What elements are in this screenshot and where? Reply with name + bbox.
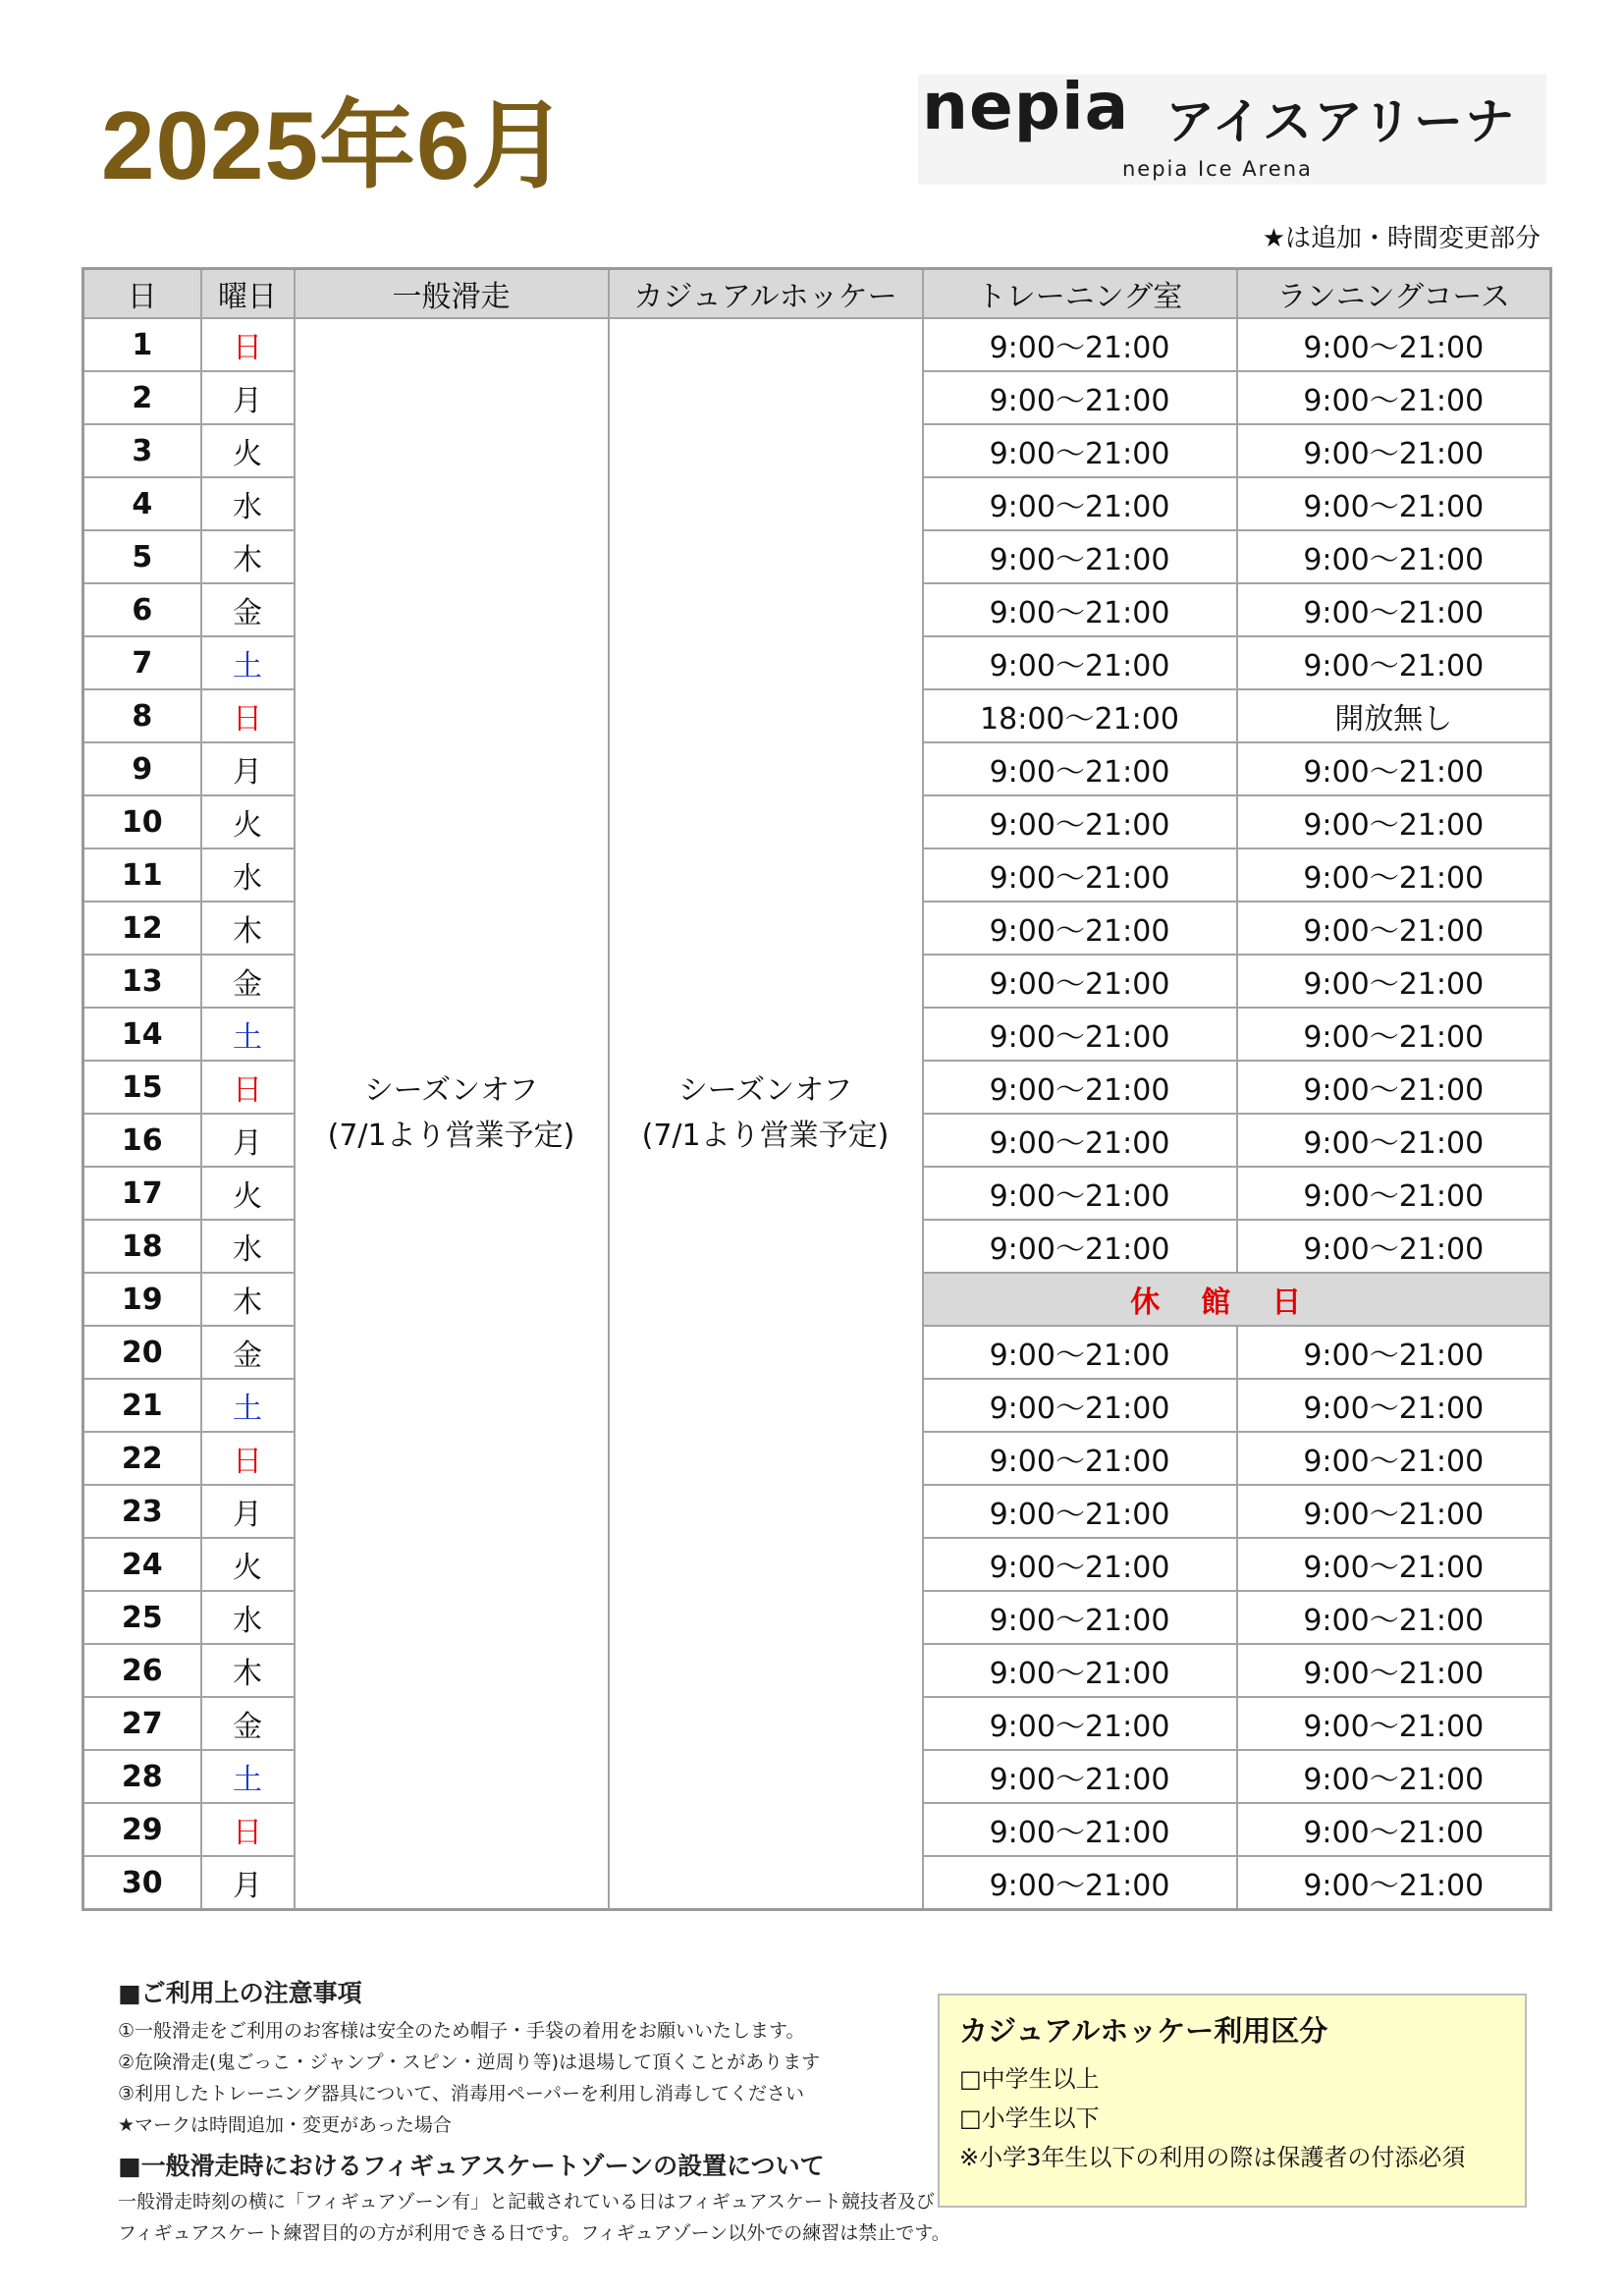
training-room-hours: 9:00～21:00 xyxy=(923,1220,1237,1273)
day-cell: 2 xyxy=(83,371,201,424)
weekday-cell: 月 xyxy=(201,1114,295,1167)
weekday-cell: 火 xyxy=(201,795,295,848)
weekday-cell: 日 xyxy=(201,1803,295,1856)
weekday-cell: 火 xyxy=(201,1167,295,1220)
training-room-hours: 9:00～21:00 xyxy=(923,530,1237,583)
day-cell: 6 xyxy=(83,583,201,636)
running-course-hours: 9:00～21:00 xyxy=(1237,1591,1551,1644)
weekday-cell: 金 xyxy=(201,583,295,636)
training-room-hours: 9:00～21:00 xyxy=(923,1485,1237,1538)
running-course-hours: 9:00～21:00 xyxy=(1237,1220,1551,1273)
notes-heading: ■ご利用上の注意事項 xyxy=(118,1979,362,2007)
legend-note: ★は追加・時間変更部分 xyxy=(1262,224,1541,253)
figure-zone-text: フィギュアスケート練習目的の方が利用できる日です。フィギュアゾーン以外での練習は禁止です。 xyxy=(118,2222,950,2244)
day-cell: 23 xyxy=(83,1485,201,1538)
usage-notes xyxy=(118,1974,962,2249)
day-cell: 13 xyxy=(83,955,201,1008)
training-room-hours: 9:00～21:00 xyxy=(923,848,1237,902)
running-course-hours: 9:00～21:00 xyxy=(1237,583,1551,636)
day-cell: 8 xyxy=(83,689,201,742)
day-cell: 24 xyxy=(83,1538,201,1591)
day-cell: 14 xyxy=(83,1008,201,1061)
day-cell: 28 xyxy=(83,1750,201,1803)
day-cell: 29 xyxy=(83,1803,201,1856)
running-course-hours: 9:00～21:00 xyxy=(1237,530,1551,583)
status-line: シーズンオフ xyxy=(363,1073,539,1108)
weekday-cell: 水 xyxy=(201,1591,295,1644)
schedule-table xyxy=(81,267,1552,1911)
day-cell: 11 xyxy=(83,848,201,902)
weekday-cell: 日 xyxy=(201,689,295,742)
training-room-hours: 9:00～21:00 xyxy=(923,1644,1237,1697)
running-course-hours: 9:00～21:00 xyxy=(1237,902,1551,955)
day-cell: 4 xyxy=(83,477,201,530)
note-item: ①一般滑走をご利用のお客様は安全のため帽子・手袋の着用をお願いいたします。 xyxy=(118,2020,805,2042)
hockey-box-title: カジュアルホッケー利用区分 xyxy=(959,2014,1328,2048)
hockey-box-line: □小学生以下 xyxy=(959,2105,1100,2132)
running-course-hours: 9:00～21:00 xyxy=(1237,795,1551,848)
running-course-hours: 9:00～21:00 xyxy=(1237,1856,1551,1910)
running-course-hours: 9:00～21:00 xyxy=(1237,371,1551,424)
running-course-hours: 9:00～21:00 xyxy=(1237,1114,1551,1167)
day-cell: 22 xyxy=(83,1432,201,1485)
day-cell: 16 xyxy=(83,1114,201,1167)
running-course-hours: 9:00～21:00 xyxy=(1237,955,1551,1008)
training-room-hours: 9:00～21:00 xyxy=(923,371,1237,424)
running-course-hours: 9:00～21:00 xyxy=(1237,477,1551,530)
running-course-hours: 9:00～21:00 xyxy=(1237,742,1551,795)
training-room-hours: 9:00～21:00 xyxy=(923,902,1237,955)
training-room-hours: 9:00～21:00 xyxy=(923,318,1237,371)
running-course-hours: 9:00～21:00 xyxy=(1237,1061,1551,1114)
weekday-cell: 火 xyxy=(201,1538,295,1591)
training-room-hours: 9:00～21:00 xyxy=(923,1591,1237,1644)
day-cell: 26 xyxy=(83,1644,201,1697)
weekday-cell: 日 xyxy=(201,1061,295,1114)
weekday-cell: 日 xyxy=(201,1432,295,1485)
weekday-cell: 木 xyxy=(201,530,295,583)
header-day: 日 xyxy=(83,269,201,319)
weekday-cell: 水 xyxy=(201,477,295,530)
note-item: ③利用したトレーニング器具について、消毒用ペーパーを利用し消毒してください xyxy=(118,2083,804,2105)
weekday-cell: 月 xyxy=(201,1856,295,1910)
header-training-room: トレーニング室 xyxy=(923,269,1237,319)
day-cell: 27 xyxy=(83,1697,201,1750)
logo-brand: nepia xyxy=(922,69,1130,144)
weekday-cell: 月 xyxy=(201,742,295,795)
weekday-cell: 木 xyxy=(201,1273,295,1326)
training-room-hours: 9:00～21:00 xyxy=(923,1061,1237,1114)
day-cell: 19 xyxy=(83,1273,201,1326)
day-cell: 5 xyxy=(83,530,201,583)
day-cell: 12 xyxy=(83,902,201,955)
header-general-skating: 一般滑走 xyxy=(295,269,609,319)
weekday-cell: 月 xyxy=(201,1485,295,1538)
training-room-hours: 9:00～21:00 xyxy=(923,477,1237,530)
weekday-cell: 金 xyxy=(201,1697,295,1750)
running-course-hours: 9:00～21:00 xyxy=(1237,1167,1551,1220)
weekday-cell: 日 xyxy=(201,318,295,371)
day-cell: 1 xyxy=(83,318,201,371)
weekday-cell: 火 xyxy=(201,424,295,477)
running-course-hours: 9:00～21:00 xyxy=(1237,848,1551,902)
running-course-hours: 9:00～21:00 xyxy=(1237,318,1551,371)
weekday-cell: 土 xyxy=(201,1750,295,1803)
training-room-hours: 9:00～21:00 xyxy=(923,424,1237,477)
day-cell: 15 xyxy=(83,1061,201,1114)
status-line: シーズンオフ xyxy=(677,1073,853,1108)
day-cell: 10 xyxy=(83,795,201,848)
arena-logo xyxy=(918,69,1546,185)
running-course-hours: 9:00～21:00 xyxy=(1237,1538,1551,1591)
day-cell: 3 xyxy=(83,424,201,477)
general-skating-status xyxy=(295,318,609,1910)
weekday-cell: 土 xyxy=(201,1379,295,1432)
running-course-hours: 9:00～21:00 xyxy=(1237,1485,1551,1538)
running-course-hours: 9:00～21:00 xyxy=(1237,1803,1551,1856)
weekday-cell: 水 xyxy=(201,848,295,902)
training-room-hours: 9:00～21:00 xyxy=(923,1379,1237,1432)
weekday-cell: 金 xyxy=(201,1326,295,1379)
closed-day-cell: 休館日 xyxy=(923,1273,1551,1326)
status-line: (7/1より営業予定) xyxy=(327,1119,575,1153)
running-course-hours: 9:00～21:00 xyxy=(1237,1379,1551,1432)
casual-hockey-status xyxy=(609,318,923,1910)
running-course-hours: 9:00～21:00 xyxy=(1237,1326,1551,1379)
status-line: (7/1より営業予定) xyxy=(641,1119,890,1153)
running-course-hours: 9:00～21:00 xyxy=(1237,1008,1551,1061)
training-room-hours: 9:00～21:00 xyxy=(923,1432,1237,1485)
header-weekday: 曜日 xyxy=(201,269,295,319)
running-course-hours: 開放無し xyxy=(1237,689,1551,742)
day-cell: 20 xyxy=(83,1326,201,1379)
logo-subtitle: nepia Ice Arena xyxy=(1122,157,1313,181)
note-item: ★マークは時間追加・変更があった場合 xyxy=(118,2114,452,2136)
training-room-hours: 9:00～21:00 xyxy=(923,1326,1237,1379)
day-cell: 17 xyxy=(83,1167,201,1220)
training-room-hours: 9:00～21:00 xyxy=(923,636,1237,689)
training-room-hours: 9:00～21:00 xyxy=(923,742,1237,795)
page-title: 2025年6月 xyxy=(101,91,568,199)
running-course-hours: 9:00～21:00 xyxy=(1237,1644,1551,1697)
weekday-cell: 金 xyxy=(201,955,295,1008)
running-course-hours: 9:00～21:00 xyxy=(1237,636,1551,689)
day-cell: 21 xyxy=(83,1379,201,1432)
training-room-hours: 9:00～21:00 xyxy=(923,955,1237,1008)
note-item: ②危険滑走(鬼ごっこ・ジャンプ・スピン・逆周り等)は退場して頂くことがあります xyxy=(118,2051,821,2073)
day-cell: 30 xyxy=(83,1856,201,1910)
running-course-hours: 9:00～21:00 xyxy=(1237,1432,1551,1485)
day-cell: 9 xyxy=(83,742,201,795)
day-cell: 25 xyxy=(83,1591,201,1644)
weekday-cell: 木 xyxy=(201,1644,295,1697)
weekday-cell: 木 xyxy=(201,902,295,955)
running-course-hours: 9:00～21:00 xyxy=(1237,1697,1551,1750)
training-room-hours: 9:00～21:00 xyxy=(923,1538,1237,1591)
training-room-hours: 9:00～21:00 xyxy=(923,1008,1237,1061)
training-room-hours: 9:00～21:00 xyxy=(923,1697,1237,1750)
hockey-category-box xyxy=(938,1994,1527,2208)
training-room-hours: 9:00～21:00 xyxy=(923,1167,1237,1220)
header-casual-hockey: カジュアルホッケー xyxy=(609,269,923,319)
figure-zone-text: 一般滑走時刻の横に「フィギュアゾーン有」と記載されている日はフィギュアスケート競技者及び xyxy=(118,2191,935,2213)
training-room-hours: 9:00～21:00 xyxy=(923,1856,1237,1910)
running-course-hours: 9:00～21:00 xyxy=(1237,424,1551,477)
running-course-hours: 9:00～21:00 xyxy=(1237,1750,1551,1803)
training-room-hours: 9:00～21:00 xyxy=(923,583,1237,636)
training-room-hours: 18:00～21:00 xyxy=(923,689,1237,742)
hockey-box-line: □中学生以上 xyxy=(959,2065,1100,2093)
table-header-row xyxy=(83,269,1551,319)
figure-zone-heading: ■一般滑走時におけるフィギュアスケートゾーンの設置について xyxy=(118,2152,825,2180)
table-row xyxy=(83,318,1551,371)
training-room-hours: 9:00～21:00 xyxy=(923,1803,1237,1856)
weekday-cell: 土 xyxy=(201,1008,295,1061)
logo-brand-japanese: アイスアリーナ xyxy=(1165,93,1516,150)
weekday-cell: 月 xyxy=(201,371,295,424)
training-room-hours: 9:00～21:00 xyxy=(923,1114,1237,1167)
training-room-hours: 9:00～21:00 xyxy=(923,795,1237,848)
day-cell: 18 xyxy=(83,1220,201,1273)
weekday-cell: 水 xyxy=(201,1220,295,1273)
hockey-box-line: ※小学3年生以下の利用の際は保護者の付添必須 xyxy=(959,2144,1466,2171)
training-room-hours: 9:00～21:00 xyxy=(923,1750,1237,1803)
header-running-course: ランニングコース xyxy=(1237,269,1551,319)
day-cell: 7 xyxy=(83,636,201,689)
weekday-cell: 土 xyxy=(201,636,295,689)
